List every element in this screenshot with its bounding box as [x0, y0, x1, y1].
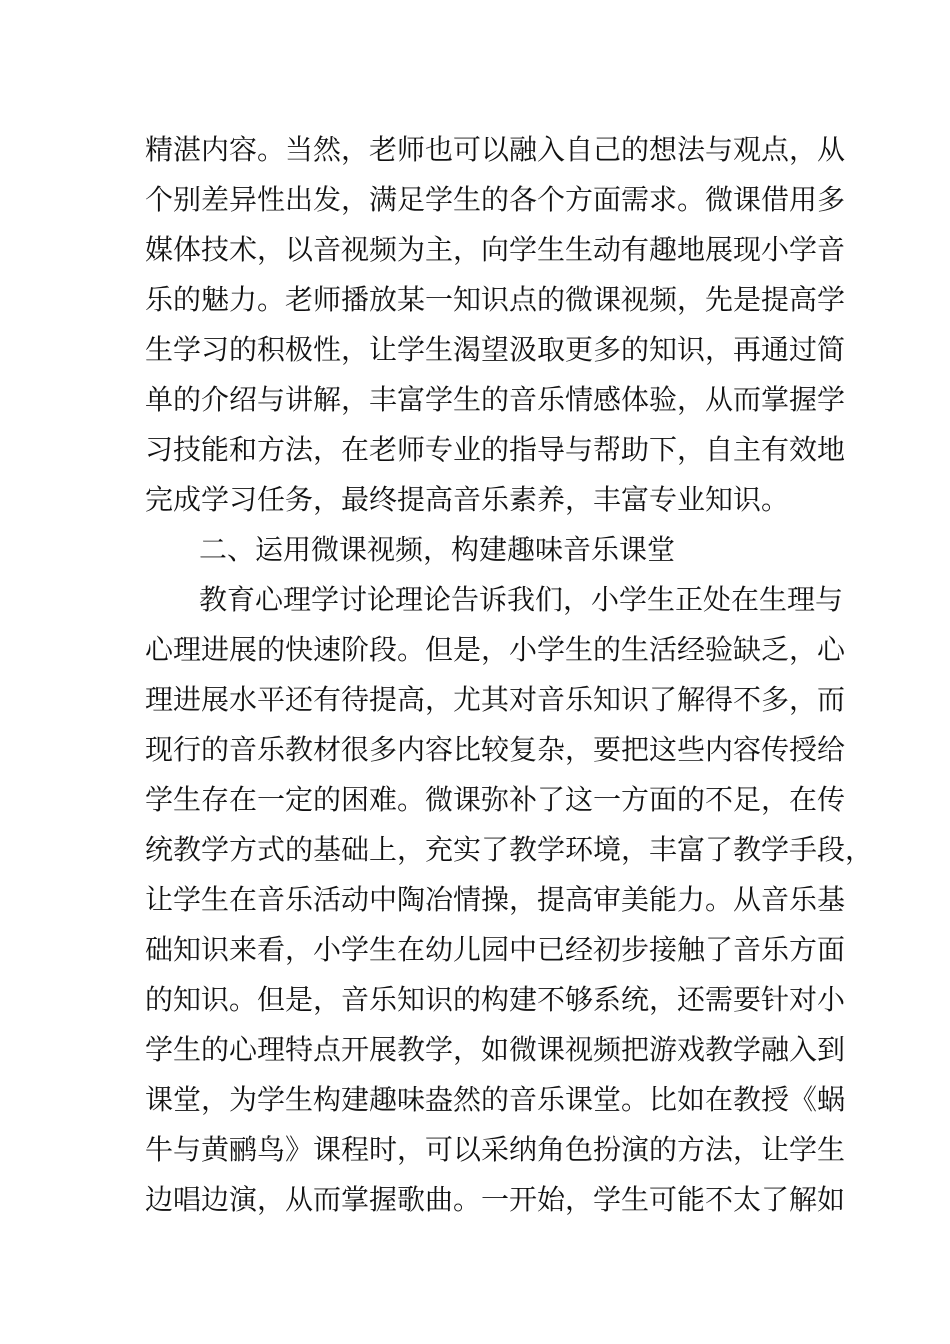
text-line: 牛与黄鹂鸟》课程时，可以采纳角色扮演的方法，让学生 — [145, 1133, 846, 1166]
text-line: 学生存在一定的困难。微课弥补了这一方面的不足，在传 — [145, 783, 846, 816]
text-line: 媒体技术，以音视频为主，向学生生动有趣地展现小学音 — [145, 233, 846, 266]
text-line: 让学生在音乐活动中陶冶情操，提高审美能力。从音乐基 — [145, 883, 846, 916]
text-line: 完成学习任务，最终提高音乐素养，丰富专业知识。 — [145, 483, 790, 516]
paragraph-first-line: 教育心理学讨论理论告诉我们，小学生正处在生理与 — [199, 583, 844, 616]
text-line: 单的介绍与讲解，丰富学生的音乐情感体验，从而掌握学 — [145, 383, 846, 416]
text-line: 学生的心理特点开展教学，如微课视频把游戏教学融入到 — [145, 1033, 846, 1066]
text-line: 心理进展的快速阶段。但是，小学生的生活经验缺乏，心 — [145, 633, 846, 666]
text-line: 乐的魅力。老师播放某一知识点的微课视频，先是提高学 — [145, 283, 846, 316]
section-heading: 二、运用微课视频，构建趣味音乐课堂 — [199, 533, 676, 566]
text-line: 习技能和方法，在老师专业的指导与帮助下，自主有效地 — [145, 433, 846, 466]
text-line: 生学习的积极性，让学生渴望汲取更多的知识，再通过简 — [145, 333, 846, 366]
text-line: 理进展水平还有待提高，尤其对音乐知识了解得不多，而 — [145, 683, 846, 716]
text-line: 础知识来看，小学生在幼儿园中已经初步接触了音乐方面 — [145, 933, 846, 966]
text-line: 个别差异性出发，满足学生的各个方面需求。微课借用多 — [145, 183, 846, 216]
text-line: 精湛内容。当然，老师也可以融入自己的想法与观点，从 — [145, 133, 846, 166]
text-line: 统教学方式的基础上，充实了教学环境，丰富了教学手段， — [145, 833, 874, 866]
text-line: 的知识。但是，音乐知识的构建不够系统，还需要针对小 — [145, 983, 846, 1016]
text-line: 现行的音乐教材很多内容比较复杂，要把这些内容传授给 — [145, 733, 846, 766]
text-line: 边唱边演，从而掌握歌曲。一开始，学生可能不太了解如 — [145, 1183, 846, 1216]
text-line: 课堂，为学生构建趣味盎然的音乐课堂。比如在教授《蜗 — [145, 1083, 846, 1116]
